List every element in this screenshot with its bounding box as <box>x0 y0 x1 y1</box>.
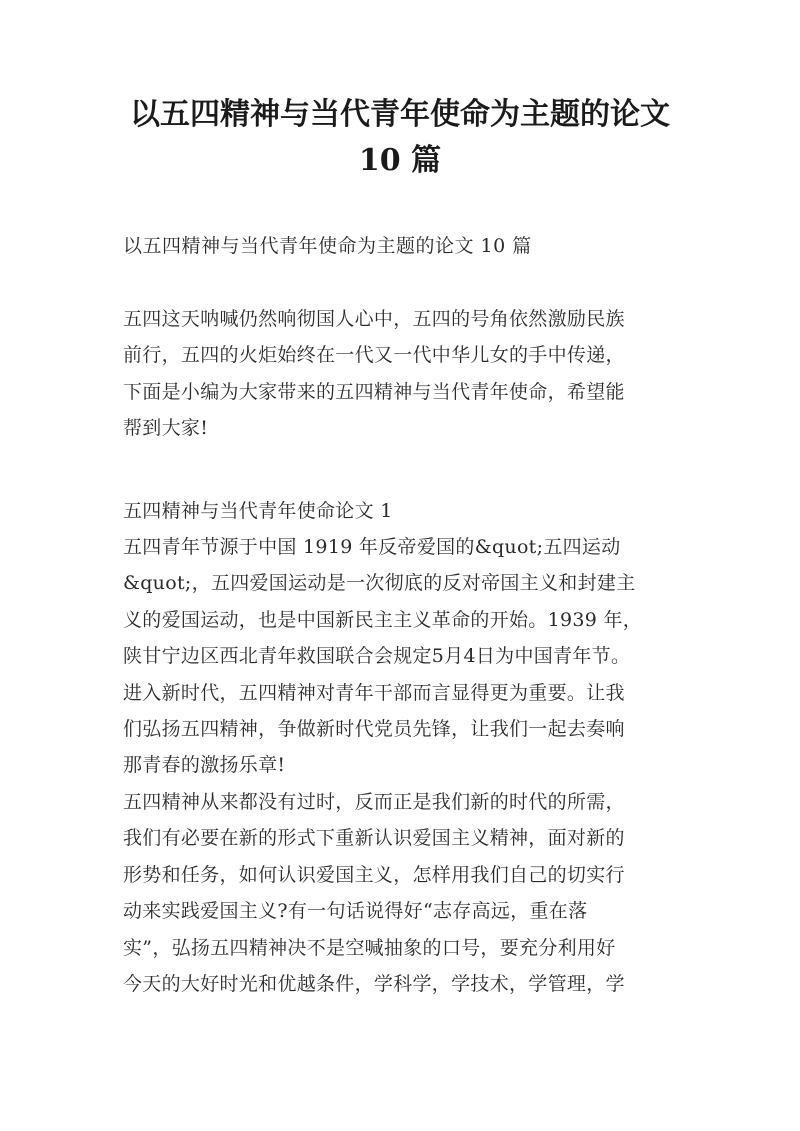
paragraph-line: 五四青年节源于中国 1919 年反帝爱国的&quot;五四运动 <box>123 536 621 558</box>
document-title <box>100 92 700 184</box>
intro-line: 下面是小编为大家带来的五四精神与当代青年使命，希望能 <box>123 380 625 403</box>
intro-line: 前行，五四的火炬始终在一代又一代中华儿女的手中传递， <box>123 344 625 367</box>
paragraph-line: 陕甘宁边区西北青年救国联合会规定5月4日为中国青年节。 <box>123 645 631 668</box>
paragraph-line: &quot;，五四爱国运动是一次彻底的反对帝国主义和封建主 <box>123 572 636 595</box>
section-paragraph-2 <box>123 784 703 1002</box>
paragraph-line: 今天的大好时光和优越条件，学科学，学技术，学管理，学 <box>123 973 625 996</box>
intro-line: 五四这天呐喊仍然响彻国人心中，五四的号角依然激励民族 <box>123 308 625 330</box>
title-line-2: 10 篇 <box>358 143 442 178</box>
section-paragraph-1 <box>123 529 703 784</box>
paragraph-line: 我们有必要在新的形式下重新认识爱国主义精神，面对新的 <box>123 827 625 850</box>
section-heading: 五四精神与当代青年使命论文 1 <box>123 500 393 522</box>
paragraph-line: 义的爱国运动，也是中国新民主主义革命的开始。1939 年， <box>123 608 643 631</box>
intro-paragraph <box>123 301 703 447</box>
paragraph-line: 动来实践爱国主义?有一句话说得好“志存高远，重在落 <box>123 900 588 923</box>
paragraph-line: 进入新时代，五四精神对青年干部而言显得更为重要。让我 <box>123 681 625 704</box>
title-line-1: 以五四精神与当代青年使命为主题的论文 <box>130 97 670 132</box>
paragraph-line: 们弘扬五四精神，争做新时代党员先锋，让我们一起去奏响 <box>123 718 625 741</box>
paragraph-line: 那青春的激扬乐章! <box>123 754 286 777</box>
paragraph-line: 五四精神从来都没有过时，反而正是我们新的时代的所需， <box>123 791 625 813</box>
intro-line: 帮到大家! <box>123 417 209 440</box>
document-subtitle: 以五四精神与当代青年使命为主题的论文 10 篇 <box>123 235 532 257</box>
paragraph-line: 形势和任务，如何认识爱国主义，怎样用我们自己的切实行 <box>123 863 625 886</box>
paragraph-line: 实”，弘扬五四精神决不是空喊抽象的口号，要充分利用好 <box>123 936 616 959</box>
